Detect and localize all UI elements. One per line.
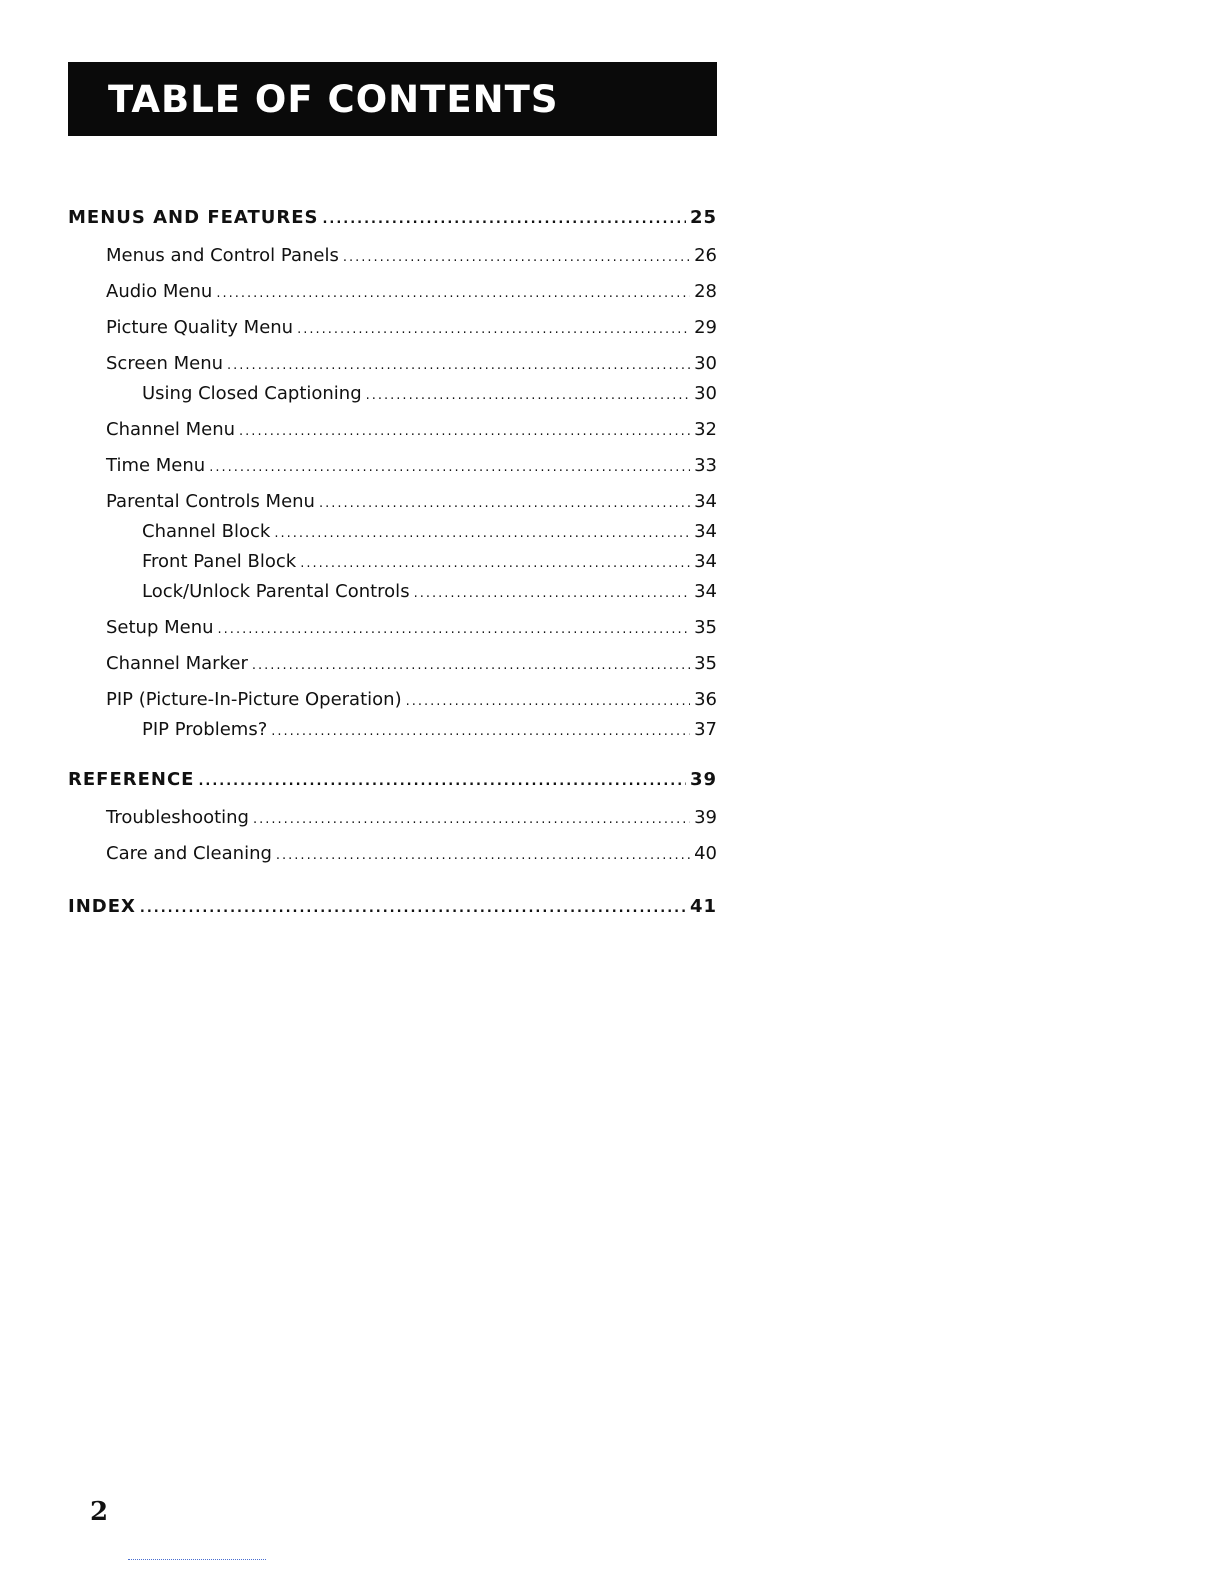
toc-entry-page: 34 bbox=[694, 521, 717, 542]
toc-entry[interactable] bbox=[142, 521, 717, 542]
toc-entry-page: 30 bbox=[694, 383, 717, 404]
toc-entry[interactable] bbox=[106, 281, 717, 302]
toc-entry[interactable] bbox=[106, 317, 717, 338]
dot-leader bbox=[227, 358, 690, 373]
dot-leader bbox=[276, 848, 690, 863]
toc-entry-page: 26 bbox=[694, 245, 717, 266]
toc-entry-label: Screen Menu bbox=[106, 353, 224, 374]
toc-entry-page: 28 bbox=[694, 281, 717, 302]
toc-entry[interactable] bbox=[106, 843, 717, 864]
toc-entry-page: 29 bbox=[694, 317, 717, 338]
toc-entry-label: Using Closed Captioning bbox=[142, 383, 362, 404]
toc-entry-page: 34 bbox=[694, 491, 717, 512]
toc-entry-page: 33 bbox=[694, 455, 717, 476]
toc-entry[interactable] bbox=[106, 653, 717, 674]
bottom-divider bbox=[128, 1559, 266, 1560]
toc-entry[interactable] bbox=[68, 896, 717, 917]
dot-leader bbox=[140, 901, 686, 916]
toc-entry[interactable] bbox=[106, 617, 717, 638]
page-number: 2 bbox=[90, 1497, 109, 1527]
toc-entry[interactable] bbox=[106, 807, 717, 828]
dot-leader bbox=[322, 212, 685, 227]
toc-entry-page: 40 bbox=[694, 843, 717, 864]
toc-entry[interactable] bbox=[142, 551, 717, 572]
dot-leader bbox=[216, 286, 690, 301]
dot-leader bbox=[274, 526, 690, 541]
toc-entry-label: Setup Menu bbox=[106, 617, 214, 638]
toc-entry-page: 36 bbox=[694, 689, 717, 710]
toc-entry-label: Channel Menu bbox=[106, 419, 236, 440]
toc-entry[interactable] bbox=[106, 689, 717, 710]
toc-entry-label: Audio Menu bbox=[106, 281, 213, 302]
toc-entry-label: MENUS AND FEATURES bbox=[68, 207, 319, 228]
toc-entry[interactable] bbox=[142, 383, 717, 404]
toc-entry[interactable] bbox=[106, 245, 717, 266]
toc-entry-label: REFERENCE bbox=[68, 769, 195, 790]
dot-leader bbox=[366, 388, 690, 403]
toc-entry-label: Time Menu bbox=[106, 455, 206, 476]
toc-entry-label: Channel Marker bbox=[106, 653, 248, 674]
toc-entry[interactable] bbox=[106, 353, 717, 374]
page-title: TABLE OF CONTENTS bbox=[108, 77, 559, 121]
title-banner bbox=[68, 62, 717, 136]
toc-entry-page: 39 bbox=[689, 769, 717, 790]
toc-entry-page: 35 bbox=[694, 653, 717, 674]
dot-leader bbox=[253, 812, 690, 827]
dot-leader bbox=[319, 496, 690, 511]
dot-leader bbox=[297, 322, 690, 337]
toc-entry-page: 37 bbox=[694, 719, 717, 740]
toc-entry-label: Care and Cleaning bbox=[106, 843, 272, 864]
dot-leader bbox=[271, 724, 690, 739]
dot-leader bbox=[198, 774, 685, 789]
dot-leader bbox=[300, 556, 690, 571]
toc-entry-page: 30 bbox=[694, 353, 717, 374]
toc-entry[interactable] bbox=[106, 455, 717, 476]
toc-entry-page: 34 bbox=[694, 581, 717, 602]
toc-entry-label: Menus and Control Panels bbox=[106, 245, 339, 266]
toc-entry-label: PIP (Picture-In-Picture Operation) bbox=[106, 689, 402, 710]
toc-entry-page: 34 bbox=[694, 551, 717, 572]
dot-leader bbox=[406, 694, 691, 709]
toc-entry-page: 41 bbox=[689, 896, 717, 917]
dot-leader bbox=[209, 460, 690, 475]
dot-leader bbox=[414, 586, 691, 601]
dot-leader bbox=[239, 424, 690, 439]
toc-entry-label: Front Panel Block bbox=[142, 551, 297, 572]
toc-entry-label: Lock/Unlock Parental Controls bbox=[142, 581, 410, 602]
toc-entry[interactable] bbox=[106, 419, 717, 440]
toc-entry-page: 39 bbox=[694, 807, 717, 828]
toc-entry-label: Parental Controls Menu bbox=[106, 491, 315, 512]
dot-leader bbox=[218, 622, 691, 637]
toc-entry[interactable] bbox=[106, 491, 717, 512]
toc-entry[interactable] bbox=[68, 207, 717, 228]
toc-entry-label: Troubleshooting bbox=[106, 807, 249, 828]
toc-entry[interactable] bbox=[68, 769, 717, 790]
toc-entry-page: 32 bbox=[694, 419, 717, 440]
toc-entry[interactable] bbox=[142, 581, 717, 602]
toc-entry-label: Picture Quality Menu bbox=[106, 317, 294, 338]
toc-entry-label: PIP Problems? bbox=[142, 719, 268, 740]
toc-entry-page: 35 bbox=[694, 617, 717, 638]
toc-entry-label: INDEX bbox=[68, 896, 136, 917]
toc-entry-page: 25 bbox=[689, 207, 717, 228]
toc-entry[interactable] bbox=[142, 719, 717, 740]
toc-entry-label: Channel Block bbox=[142, 521, 271, 542]
dot-leader bbox=[252, 658, 690, 673]
dot-leader bbox=[343, 250, 690, 265]
